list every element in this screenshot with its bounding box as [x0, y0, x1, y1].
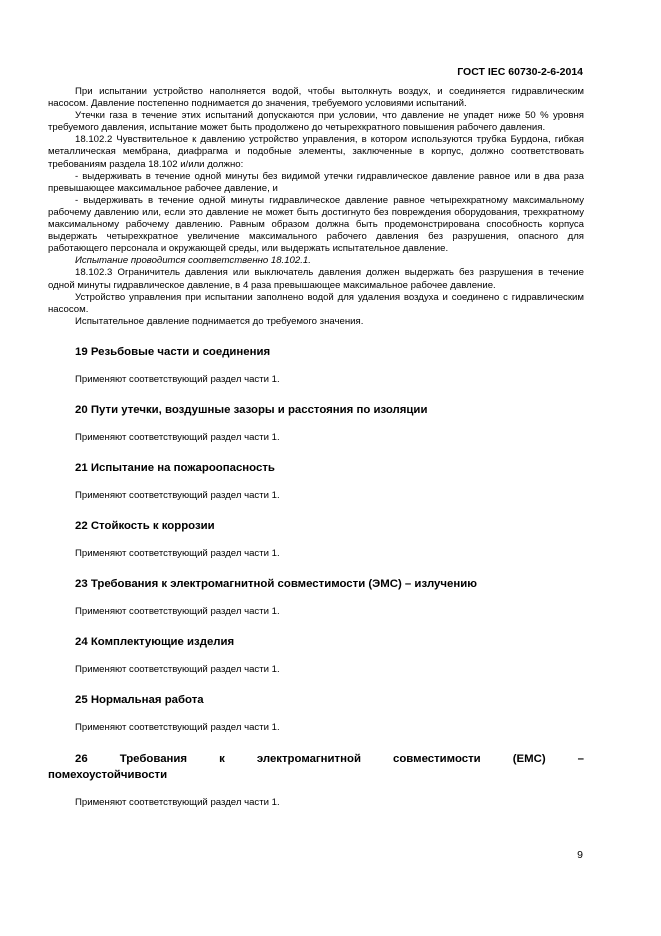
list-item: - выдерживать в течение одной минуты без видимой утечки гидравлическое давление равное или в два раза превышающее максимальное рабочее давление, и — [48, 170, 584, 194]
paragraph: При испытании устройство наполняется водой, чтобы вытолкнуть воздух, и соединяется гидравлическим насосом. Давление постепенно поднимается до значения, требуемого условиями испытаний. — [48, 86, 584, 110]
section-body: Применяют соответствующий раздел части 1. — [75, 373, 280, 385]
section-body: Применяют соответствующий раздел части 1. — [75, 664, 280, 676]
section-title: 22 Стойкость к коррозии — [75, 520, 215, 533]
section-title: 24 Комплектующие изделия — [75, 636, 235, 649]
section-body: Применяют соответствующий раздел части 1. — [75, 490, 280, 502]
section-22 — [48, 518, 584, 560]
section-25 — [48, 692, 584, 734]
section-body: Применяют соответствующий раздел части 1. — [75, 722, 280, 734]
section-title: 20 Пути утечки, воздушные зазоры и расстояния по изоляции — [75, 403, 428, 416]
section-title-continuation: помехоустойчивости — [48, 768, 168, 781]
document-header: ГОСТ IEC 60730-2-6-2014 — [457, 66, 583, 78]
section-body: Применяют соответствующий раздел части 1. — [75, 431, 280, 443]
section-20 — [48, 402, 584, 444]
paragraph: Испытание проводится соответственно 18.102.1. — [75, 255, 311, 267]
section-24 — [48, 634, 584, 676]
section-title: 19 Резьбовые части и соединения — [75, 345, 271, 358]
paragraph: Устройство управления при испытании заполнено водой для удаления воздуха и соединено с гидравлическим насосом. — [48, 291, 584, 315]
document-body — [48, 86, 584, 809]
section-title: 21 Испытание на пожароопасность — [75, 462, 275, 475]
paragraph: Утечки газа в течение этих испытаний допускаются при условии, что давление не упадет ниже 50 % уровня требуемого давления, испытание может быть продолжено до четырехкратного повышения рабочего давления. — [48, 110, 584, 134]
page-number: 9 — [577, 849, 583, 861]
section-21 — [48, 460, 584, 502]
section-body: Применяют соответствующий раздел части 1. — [75, 796, 280, 808]
paragraph: 18.102.2 Чувствительное к давлению устройство управления, в котором используются трубка Бурдона, гибкая металлическая мембрана, диафрагма и подобные элементы, заключенные в корпус, должно соответствовать требованиям раздела 18.102 и/или должно: — [48, 134, 584, 170]
section-body: Применяют соответствующий раздел части 1. — [75, 606, 280, 618]
section-title: 23 Требования к электромагнитной совместимости (ЭМС) – излучению — [75, 578, 477, 591]
section-body: Применяют соответствующий раздел части 1. — [75, 548, 280, 560]
section-26 — [48, 751, 584, 809]
section-title: 25 Нормальная работа — [75, 694, 204, 707]
paragraph: Испытательное давление поднимается до требуемого значения. — [75, 315, 364, 327]
section-23 — [48, 576, 584, 618]
paragraph: 18.102.3 Ограничитель давления или выключатель давления должен выдержать без разрушения в течение одной минуты гидравлическое давление, в 4 раза превышающее максимальное рабочее давление. — [48, 267, 584, 291]
section-19 — [48, 344, 584, 386]
list-item: - выдерживать в течение одной минуты гидравлическое давление равное четырехкратному максимальному рабочему давлению или, если это давление не может быть достигнуто без повреждения оборудования, трехкратному максимальному рабочему давлению. Равным образом должна быть продемонстрирована способность корпуса выдержать четырехкратное увеличение максимального рабочего давления без разрушения, опасного для работающего персонала и окружающей среды, или выдержать испытательное давление. — [48, 194, 584, 255]
section-title: 26 Требования к электромагнитной совместимости (ЕМС) – — [75, 752, 584, 765]
